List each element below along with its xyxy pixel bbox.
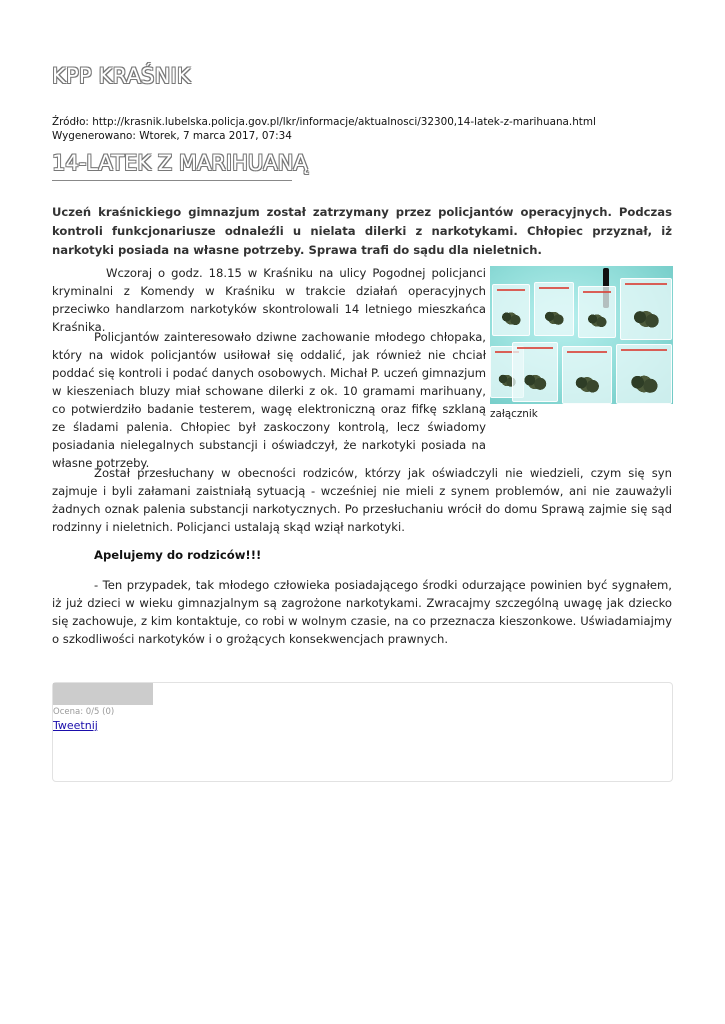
- baggie: [534, 282, 574, 336]
- document-meta: [52, 115, 596, 143]
- tweet-link[interactable]: Tweetnij: [53, 719, 98, 732]
- baggie: [620, 278, 672, 340]
- article-title: 14-LATEK Z MARIHUANĄ: [52, 151, 308, 175]
- rating-stars[interactable]: [53, 683, 153, 705]
- baggie: [512, 342, 558, 402]
- baggie: [562, 346, 612, 404]
- rating-box: [52, 682, 673, 782]
- article-paragraph: Został przesłuchany w obecności rodziców, którzy jak oświadczyli nie wiedzieli, czym się syn zajmuje i byli załamani zaistniałą sytuacją - wcześniej nie mieli z synem problemów, ani nie zauważyli żadnych oznak palenia substancji narkotycznych. Po przesłuchaniu wrócił do domu Sprawą zajmie się sąd rodzinny i nieletnich. Policjanci ustalają skąd wziął narkotyki.: [52, 466, 672, 534]
- rating-text: Ocena: 0/5 (0): [53, 707, 115, 717]
- figure-caption: załącznik: [490, 408, 538, 420]
- article-paragraph: - Ten przypadek, tak młodego człowieka posiadającego środki odurzające powinien być sygnałem, iż już dzieci w wieku gimnazjalnym są zagrożone narkotykami. Zwracajmy szczególną uwagę jak dziecko się zachowuje, z kim kontaktuje, co robi w wolnym czasie, na co przeznacza kieszonkowe. Uświadamiajmy o szkodliwości narkotyków i o grożących konsekwencjach prawnych.: [52, 578, 672, 646]
- baggie: [578, 286, 616, 338]
- article-paragraph: Wczoraj o godz. 18.15 w Kraśniku na ulicy Pogodnej policjanci kryminalni z Komendy w Kraśniku w trakcie działań operacyjnych przeciwko handlarzom narkotyków skontrolowali 14 letniego mieszkańca Kraśnika.: [52, 266, 486, 334]
- baggie: [616, 344, 672, 404]
- title-underline: [52, 180, 292, 181]
- article-figure: [490, 266, 673, 420]
- generated-date: Wygenerowano: Wtorek, 7 marca 2017, 07:34: [52, 130, 292, 142]
- appeal-heading: Apelujemy do rodziców!!!: [94, 548, 262, 562]
- article-lead: Uczeń kraśnickiego gimnazjum został zatrzymany przez policjantów operacyjnych. Podczas kontroli funkcjonariusze odnaleźli u nielata dilerki z narkotykami. Chłopiec przyznał, iż narkotyki posiada na własne potrzeby. Sprawa trafi do sądu dla nieletnich.: [52, 205, 672, 257]
- source-url: Źródło: http://krasnik.lubelska.policja.gov.pl/lkr/informacje/aktualnosci/32300,14-latek-z-marihuana.html: [52, 116, 596, 128]
- site-title: KPP KRAŚNIK: [52, 64, 191, 88]
- evidence-photo[interactable]: [490, 266, 673, 404]
- baggie: [492, 284, 530, 336]
- article-paragraph: Policjantów zainteresowało dziwne zachowanie młodego chłopaka, który na widok policjantów usiłował się oddalić, jak również nie chciał poddać się kontroli i podać danych osobowych. Michał P. uczeń gimnazjum w kieszeniach bluzy miał schowane dilerki z ok. 10 gramami marihuany, co potwierdziło badanie testerem, wagę elektroniczną oraz fifkę szklaną ze śladami palenia. Chłopiec był zaskoczony kontrolą, lecz świadomy posiadania nielegalnych substancji i oświadczył, że narkotyki posiada na własne potrzeby.: [52, 330, 486, 470]
